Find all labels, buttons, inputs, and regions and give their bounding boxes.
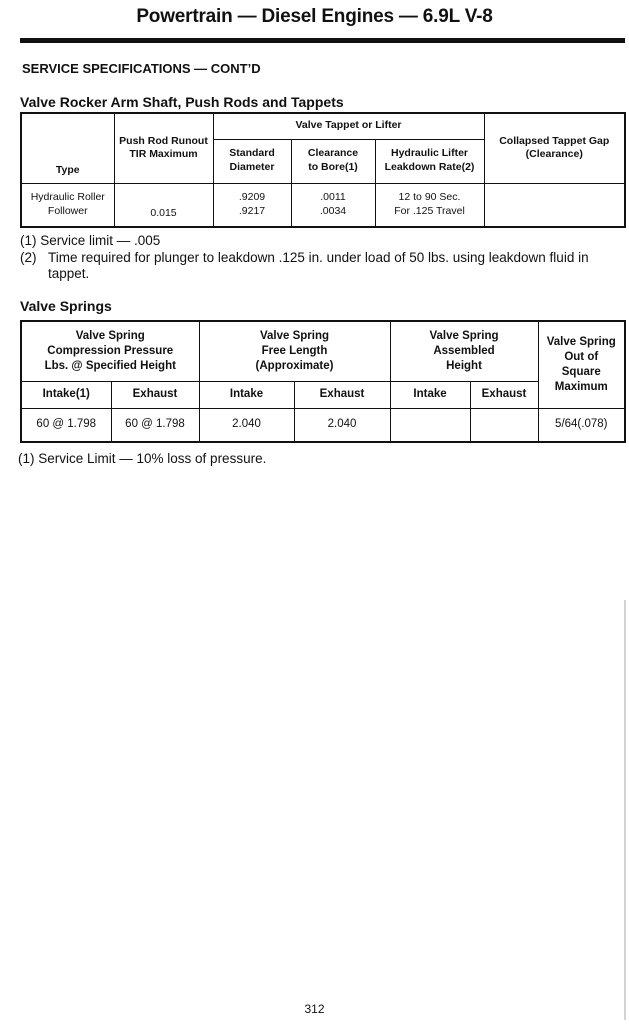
header-out-of-square: Valve Spring Out of Square Maximum [538,321,625,408]
cell-standard-diameter: .9209 .9217 [213,183,291,227]
cell-comp-intake: 60 @ 1.798 [21,408,111,442]
springs-note-1: (1) Service Limit — 10% loss of pressure. [18,451,267,466]
header-free-exhaust: Exhaust [294,381,390,408]
table-header-row [21,381,625,408]
cell-free-exhaust: 2.040 [294,408,390,442]
header-leakdown-rate: Hydraulic Lifter Leakdown Rate(2) [375,139,484,183]
note-number: (2) [20,250,37,265]
rocker-table-title: Valve Rocker Arm Shaft, Push Rods and Tappets [20,94,344,110]
header-comp-exhaust: Exhaust [111,381,199,408]
header-type: Type [21,113,114,183]
cell-clearance: .0011 .0034 [291,183,375,227]
header-standard-diameter: Standard Diameter [213,139,291,183]
note-text: Time required for plunger to leakdown .125 in. under load of 50 lbs. using leakdown fluid in tappet. [48,250,589,281]
header-assembled-height: Valve Spring Assembled Height [390,321,538,381]
cell-comp-exhaust: 60 @ 1.798 [111,408,199,442]
cell-collapsed-gap [484,183,625,227]
scan-edge-mark [624,600,626,1020]
header-push-rod-runout: Push Rod Runout TIR Maximum [114,113,213,183]
cell-asm-exhaust [470,408,538,442]
header-free-intake: Intake [199,381,294,408]
rocker-tappet-table [20,112,626,228]
page-number: 312 [304,1002,325,1016]
section-heading: SERVICE SPECIFICATIONS — CONT’D [22,61,261,76]
table-header-row [21,321,625,381]
header-comp-intake: Intake(1) [21,381,111,408]
cell-leakdown: 12 to 90 Sec. For .125 Travel [375,183,484,227]
table-row [21,183,625,227]
rocker-note-1: (1) Service limit — .005 [20,233,161,248]
cell-asm-intake [390,408,470,442]
cell-free-intake: 2.040 [199,408,294,442]
cell-runout: 0.015 [114,183,213,227]
header-clearance-to-bore: Clearance to Bore(1) [291,139,375,183]
header-collapsed-gap: Collapsed Tappet Gap (Clearance) [484,113,625,183]
header-rule [20,38,625,43]
header-asm-intake: Intake [390,381,470,408]
header-compression-pressure: Valve Spring Compression Pressure Lbs. @ Specified Height [21,321,199,381]
cell-type: Hydraulic Roller Follower [21,183,114,227]
cell-out-of-square: 5/64(.078) [538,408,625,442]
table-header-row [21,113,625,139]
valve-springs-table [20,320,626,443]
header-asm-exhaust: Exhaust [470,381,538,408]
header-free-length: Valve Spring Free Length (Approximate) [199,321,390,381]
page-title: Powertrain — Diesel Engines — 6.9L V-8 [136,6,493,27]
table-row [21,408,625,442]
springs-table-title: Valve Springs [20,298,112,314]
header-tappet-group: Valve Tappet or Lifter [213,113,484,139]
